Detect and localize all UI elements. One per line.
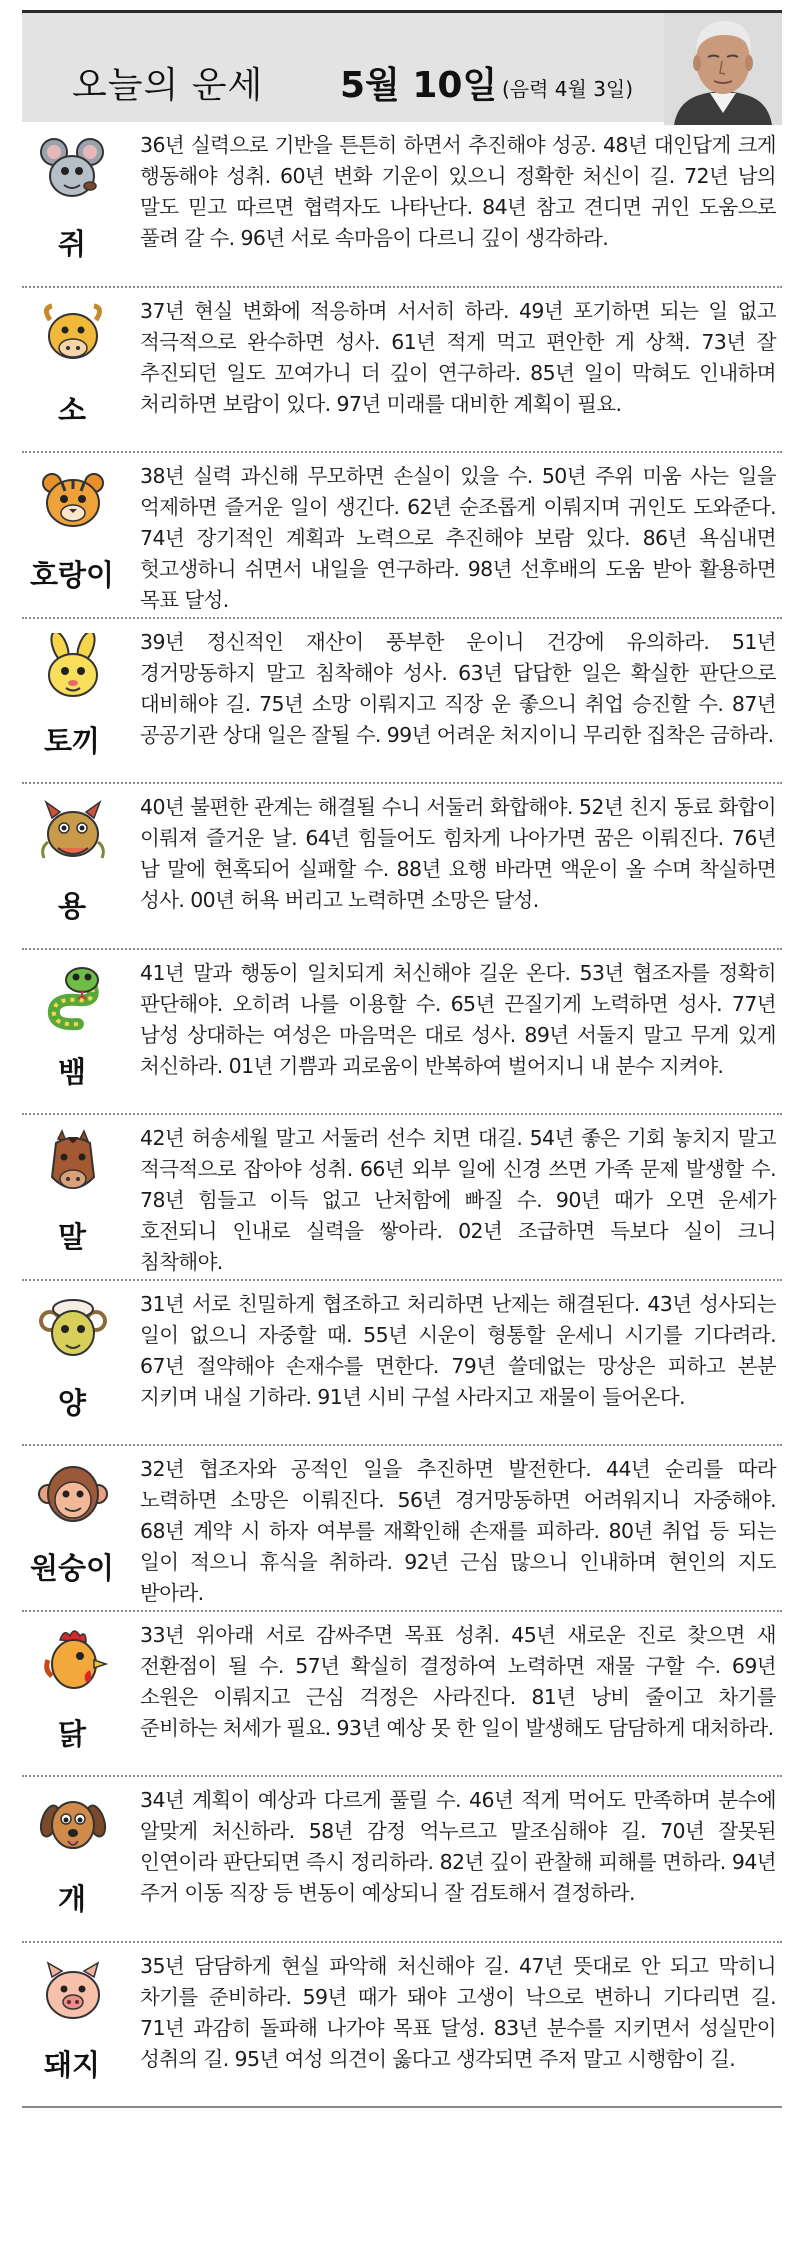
fortune-text: 40년 불편한 관계는 해결될 수니 서둘러 화합해야. 52년 친지 동료 화합이 이뤄져 즐거운 날. 64년 힘들어도 힘차게 나아가면 꿈은 이뤄진다. 76년 남 말에 현혹되어 실패할 수. 88년 요행 바라면 액운이 올 수며 착실하면 성사. 00년 허욕 버리고 노력하면 소망은 달성. [140,795,776,912]
zodiac-row-tiger [22,453,782,619]
zodiac-row-rabbit [22,619,782,785]
zodiac-name: 용 [57,889,86,923]
snake-icon [38,964,108,1034]
rabbit-icon [38,633,108,703]
dragon-icon [38,798,108,868]
dog-icon [38,1791,108,1861]
zodiac-row-pig [22,1943,782,2109]
horse-icon [38,1129,108,1199]
zodiac-name: 개 [57,1882,86,1916]
zodiac-name: 양 [57,1385,86,1420]
zodiac-row-monkey [22,1446,782,1612]
fortune-text: 34년 계획이 예상과 다르게 풀릴 수. 46년 적게 먹어도 만족하며 분수에 알맞게 처신하라. 58년 감정 억누르고 말조심해야 길. 70년 잘못된 인연이라 판단되면 즉시 정리하라. 82년 깊이 관찰해 피해를 면하라. 94년 주거 이동 직장 등 변동이 예상되니 잘 검토해서 결정하라. [140,1788,776,1905]
zodiac-row-snake [22,950,782,1116]
zodiac-row-ox [22,288,782,454]
fortune-text: 35년 담담하게 현실 파악해 처신해야 길. 47년 뜻대로 안 되고 막히니 차기를 준비하라. 59년 때가 돼야 고생이 낙으로 변하니 기다리면 길. 71년 과감히 돌파해 나가야 목표 달성. 83년 분수를 지키면서 성실만이 성취의 길. 95년 여성 의견이 옳다고 생각되면 주저 말고 시행함이 길. [140,1953,776,2071]
monkey-icon [38,1460,108,1530]
zodiac-name: 닭 [57,1716,86,1751]
author-portrait [664,13,782,125]
fortune-text: 39년 정신적인 재산이 풍부한 운이니 건강에 유의하라. 51년 경거망동하지 말고 침착해야 성사. 63년 답답한 일은 확실한 판단으로 대비해야 길. 75년 소망 이뤄지고 직장 운 좋으니 취업 승진할 수. 87년 공공기관 상대 일은 잘될 수. 99년 어려운 처지이니 무리한 집착은 금하라. [140,629,776,747]
rat-icon [38,136,108,206]
fortune-text: 31년 서로 친밀하게 협조하고 처리하면 난제는 해결된다. 43년 성사되는 일이 없으니 자중할 때. 55년 시운이 형통할 운세니 시기를 기다려라. 67년 절약해야 손재수를 면한다. 79년 쓸데없는 망상은 피하고 본분 지키며 내실 기하라. 91년 시비 구설 사라지고 재물이 들어온다. [140,1291,776,1409]
zodiac-list [22,122,782,2108]
fortune-text: 37년 현실 변화에 적응하며 서서히 하라. 49년 포기하면 되는 일 없고 적극적으로 완수하면 성사. 61년 적게 먹고 편안한 게 상책. 73년 잘 추진되던 일도 꼬여가니 더 깊이 연구하라. 85년 일이 막혀도 인내하며 처리하면 보람이 있다. 97년 미래를 대비한 계획이 필요. [140,298,776,416]
zodiac-row-dog [22,1777,782,1943]
fortune-text: 33년 위아래 서로 감싸주면 목표 성취. 45년 새로운 진로 찾으면 새 전환점이 될 수. 57년 확실히 결정하여 노력하면 재물 구할 수. 69년 소원은 이뤄지고 근심 걱정은 사라진다. 81년 낭비 줄이고 차기를 준비하는 처세가 필요. 93년 예상 못 한 일이 발생해도 담담하게 대처하라. [140,1622,776,1740]
zodiac-row-dragon [22,784,782,950]
rooster-icon [38,1626,108,1696]
zodiac-name: 원숭이 [29,1551,115,1585]
zodiac-name: 뱀 [57,1054,86,1089]
zodiac-name: 말 [57,1220,86,1254]
ox-icon [38,302,108,372]
fortune-text: 32년 협조자와 공적인 일을 추진하면 발전한다. 44년 순리를 따라 노력하면 소망은 이뤄진다. 56년 경거망동하면 어려워지니 자중해야. 68년 계약 시 하자 여부를 재확인해 손재를 피하라. 80년 취업 등 되는 일이 적으니 휴식을 취하라. 92년 근심 많으니 인내하며 현인의 지도 받아라. [140,1457,776,1605]
sheep-icon [38,1295,108,1365]
date-label: 5월 10일 [340,65,498,106]
zodiac-row-horse [22,1115,782,1281]
zodiac-row-sheep [22,1281,782,1447]
fortune-text: 42년 허송세월 말고 서둘러 선수 치면 대길. 54년 좋은 기회 놓치지 말고 적극적으로 잡아야 성취. 66년 외부 일에 신경 쓰면 가족 문제 발생할 수. 78년 힘들고 이득 없고 난처함에 빠질 수. 90년 때가 오면 운세가 호전되니 인내로 실력을 쌓아라. 02년 조급하면 득보다 실이 크니 침착해야. [140,1126,776,1274]
zodiac-name: 호랑이 [29,558,115,592]
zodiac-name: 소 [57,392,86,427]
zodiac-name: 쥐 [57,227,86,261]
zodiac-name: 돼지 [43,2047,101,2082]
zodiac-row-rooster [22,1612,782,1778]
fortune-page [10,0,790,2266]
tiger-icon [38,467,108,537]
zodiac-name: 토끼 [43,723,101,758]
lunar-date-label: (음력 4월 3일) [502,77,634,101]
fortune-text: 36년 실력으로 기반을 튼튼히 하면서 추진해야 성공. 48년 대인답게 크게 행동해야 성취. 60년 변화 기운이 있으니 정확한 처신이 길. 72년 남의 말도 믿고 따르면 협력자도 나타난다. 84년 참고 견디면 귀인 도움으로 풀려 갈 수. 96년 서로 속마음이 다르니 깊이 생각하라. [140,133,776,250]
page-title: 오늘의 운세 [72,65,264,106]
fortune-text: 41년 말과 행동이 일치되게 처신해야 길운 온다. 53년 협조자를 정확히 판단해야. 오히려 나를 이용할 수. 65년 끈질기게 노력하면 성사. 77년 남성 상대하는 여성은 마음먹은 대로 성사. 89년 서둘지 말고 무게 있게 처신하라. 01년 기쁨과 괴로움이 반복하여 벌어지니 내 분수 지켜야. [140,960,776,1078]
zodiac-row-rat [22,122,782,288]
pig-icon [38,1957,108,2027]
header-banner [22,10,782,122]
fortune-text: 38년 실력 과신해 무모하면 손실이 있을 수. 50년 주위 미움 사는 일을 억제하면 즐거운 일이 생긴다. 62년 순조롭게 이뤄지며 귀인도 도와준다. 74년 장기적인 계획과 노력으로 추진해야 보람 있다. 86년 욕심내면 헛고생하니 쉬면서 내일을 연구하라. 98년 선후배의 도움 받아 활용하면 목표 달성. [140,464,776,612]
